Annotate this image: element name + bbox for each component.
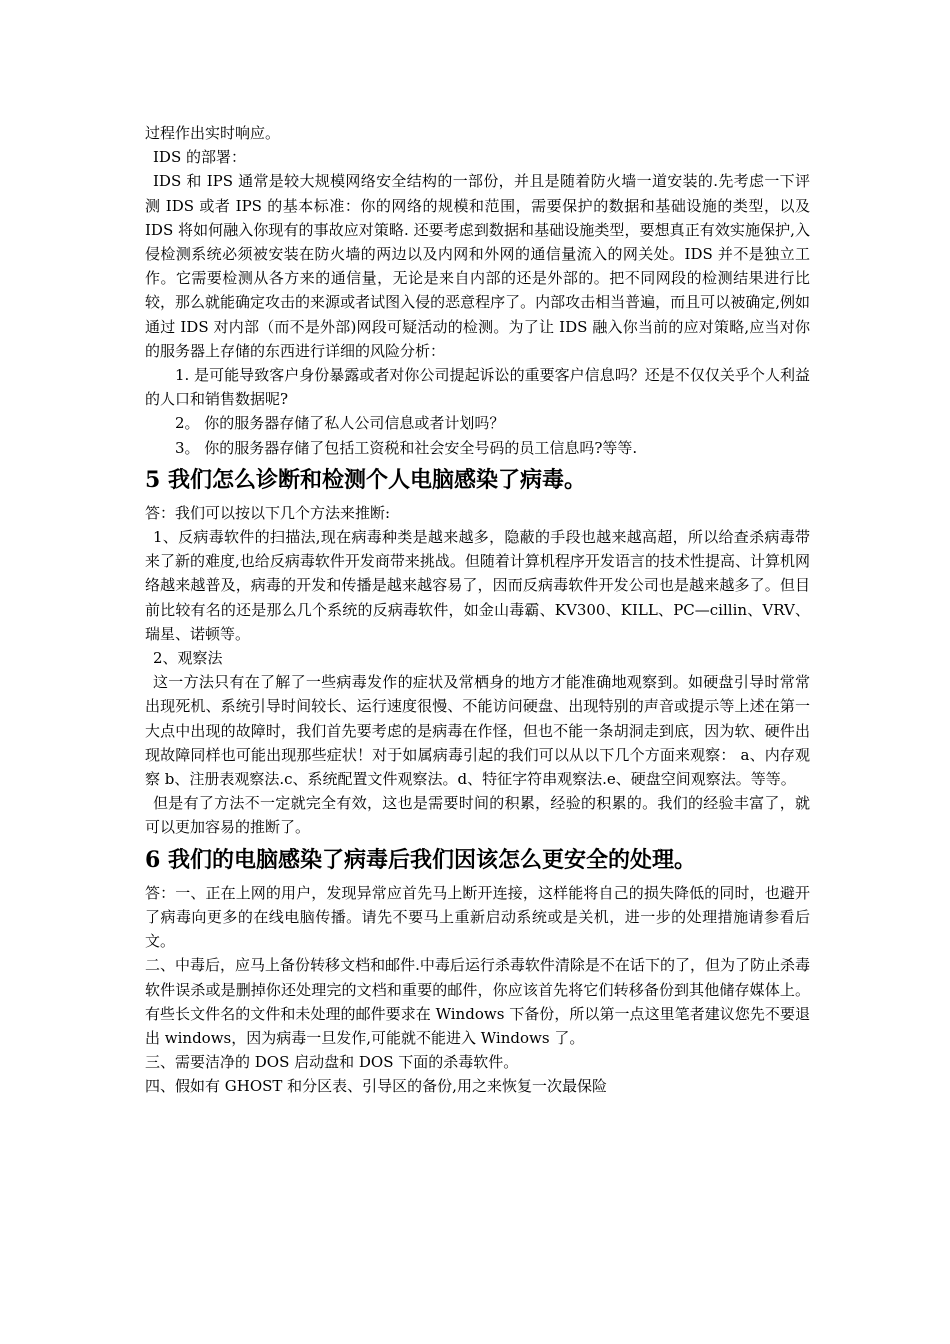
section-5-conclusion: 但是有了方法不一定就完全有效，这也是需要时间的积累，经验的积累的。我们的经验丰富了，就可以更加容易的推断了。	[145, 794, 810, 837]
paragraph-ids-deployment: IDS 和 IPS 通常是较大规模网络安全结构的一部份，并且是随着防火墙一道安装的.先考虑一下评测 IDS 或者 IPS 的基本标准：你的网络的规模和范围，需要保护的数据和基础设施的类型，以及 IDS 将如何融入你现有的事故应对策略. 还要考虑到数据和基础设施类型，要想真正有效实施保护,入侵检测系统必须被安装在防火墙的两边以及内网和外网的通信量流入的网关处。IDS 并不是独立工作。它需要检测从各方来的通信量，无论是来自内部的还是外部的。把不同网段的检测结果进行比较，那么就能确定攻击的来源或者试图入侵的恶意程序了。内部攻击相当普遍，而且可以被确定,例如通过 IDS 对内部（而不是外部)网段可疑活动的检测。为了让 IDS 融入你当前的应对策略,应当对你的服务器上存储的东西进行详细的风险分析：	[145, 172, 810, 360]
list-item-1: 1. 是可能导致客户身份暴露或者对你公司提起诉讼的重要客户信息吗？还是不仅仅关乎个人利益的人口和销售数据呢?	[145, 366, 810, 409]
section-6-heading: 6 我们的电脑感染了病毒后我们因该怎么更安全的处理。	[145, 846, 696, 873]
section-6-step-3: 三、需要洁净的 DOS 启动盘和 DOS 下面的杀毒软件。	[145, 1053, 519, 1072]
paragraph-ids-deployment-label: IDS 的部署：	[153, 148, 246, 167]
paragraph-continuation: 过程作出实时响应。	[145, 124, 281, 142]
section-6-step-4: 四、假如有 GHOST 和分区表、引导区的备份,用之来恢复一次最保险	[145, 1077, 607, 1096]
list-item-2: 2。 你的服务器存储了私人公司信息或者计划吗？	[175, 414, 505, 433]
section-5-heading: 5 我们怎么诊断和检测个人电脑感染了病毒。	[145, 466, 586, 493]
section-6-step-1: 答：一、正在上网的用户，发现异常应首先马上断开连接，这样能将自己的损失降低的同时，也避开了病毒向更多的在线电脑传播。请先不要马上重新启动系统或是关机，进一步的处理措施请参看后文。	[145, 883, 810, 951]
section-5-answer-intro: 答：我们可以按以下几个方法来推断:	[145, 503, 391, 522]
section-5-method-2-label: 2、观察法	[153, 649, 223, 668]
document-page	[145, 121, 810, 1099]
section-5-method-1: 1、反病毒软件的扫描法,现在病毒种类是越来越多，隐蔽的手段也越来越高超，所以给查杀病毒带来了新的难度,也给反病毒软件开发商带来挑战。但随着计算机程序开发语言的技术性提高、计算机网络越来越普及，病毒的开发和传播是越来越容易了，因而反病毒软件开发公司也是越来越多了。但目前比较有名的还是那么几个系统的反病毒软件，如金山毒霸、KV300、KILL、PC—cillin、VRV、瑞星、诺顿等。	[145, 528, 810, 643]
section-6-step-2: 二、中毒后，应马上备份转移文档和邮件.中毒后运行杀毒软件清除是不在话下的了，但为了防止杀毒软件误杀或是删掉你还处理完的文档和重要的邮件，你应该首先将它们转移备份到其他储存媒体上。有些长文件名的文件和未处理的邮件要求在 Windows 下备份，所以第一点这里笔者建议您先不要退出 windows，因为病毒一旦发作,可能就不能进入 Windows 了。	[145, 956, 810, 1047]
section-5-method-2: 这一方法只有在了解了一些病毒发作的症状及常栖身的地方才能准确地观察到。如硬盘引导时常常出现死机、系统引导时间较长、运行速度很慢、不能访问硬盘、出现特别的声音或提示等上述在第一大点中出现的故障时，我们首先要考虑的是病毒在作怪，但也不能一条胡洞走到底，因为软、硬件出现故障同样也可能出现那些症状！对于如属病毒引起的我们可以从以下几个方面来观察： a、内存观察 b、注册表观察法.c、系统配置文件观察法。d、特征字符串观察法.e、硬盘空间观察法。等等。	[145, 673, 810, 789]
list-item-3: 3。 你的服务器存储了包括工资税和社会安全号码的员工信息吗?等等.	[175, 438, 638, 457]
